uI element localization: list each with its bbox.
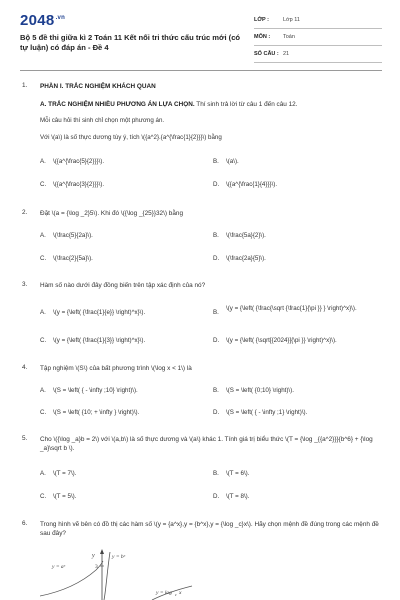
option-text: \(S = \left( { - \infty ;10} \right)\). (53, 387, 138, 394)
question-number: 4. (22, 364, 28, 371)
option-letter: A. (40, 470, 46, 477)
question-number: 3. (22, 281, 28, 288)
instruction-text: Mỗi câu hỏi thí sinh chỉ chọn một phương án. (40, 117, 165, 124)
meta-label: LỚP : (254, 17, 269, 23)
option-text: \(S = \left( {10; + \infty } \right)\). (53, 409, 140, 416)
label-log-x: x (179, 590, 182, 596)
y-axis-arrow (100, 549, 104, 554)
label-b-x: y = bˣ (112, 554, 126, 560)
option-letter: B. (213, 470, 219, 477)
option-text: \(y = {\left( {\sqrt[{2024}]{\pi }} \right)^x}\). (226, 337, 337, 344)
option-text: \(S = \left( {0;10} \right)\). (226, 387, 294, 394)
curve-b-x (104, 552, 110, 600)
section-a-heading (40, 100, 380, 109)
option-text: \(T = 8\). (226, 493, 250, 500)
option-letter: D. (213, 181, 220, 188)
option-text: \(T = 7\). (53, 470, 77, 477)
option-letter: C. (40, 255, 47, 262)
meta-table (254, 12, 382, 63)
option-letter: B. (213, 158, 219, 165)
function-graph (40, 548, 260, 600)
option-text: \(T = 5\). (53, 493, 77, 500)
header-divider (20, 70, 382, 71)
option-text: \(\frac{5}{2a}\). (53, 232, 93, 239)
logo-text: 2048 (20, 12, 55, 29)
option-text: \(T = 6\). (226, 470, 250, 477)
option-text: \(a\). (226, 158, 239, 165)
question-text: Đặt \(a = {\log _2}5\). Khi đó \({\log _{25}}32\) bằng (40, 210, 184, 217)
question-number: 1. (22, 82, 28, 89)
question-text: Hàm số nào dưới đây đồng biến trên tập xác định của nó? (40, 282, 206, 289)
label-log: y = log (156, 590, 172, 596)
meta-label: SỐ CÂU : (254, 51, 279, 57)
y-axis-label: y (92, 553, 95, 559)
option-text: \(\frac{2a}{5}\). (226, 255, 266, 262)
option-letter: A. (40, 158, 46, 165)
meta-row-subject (254, 29, 382, 46)
section-a-rest: Thí sinh trả lời từ câu 1 đến câu 12. (194, 101, 298, 108)
question-text: Trong hình vẽ bên có đồ thị các hàm số \(y = {a^x},y = {b^x},y = {\log _c}x\). Hãy chọn mệnh đề đúng trong các mệnh đề sau đây? (40, 521, 379, 537)
option-letter: D. (213, 255, 220, 262)
option-text: \(y = {\left( {\frac{1}{e}} \right)^x}\). (53, 309, 146, 316)
option-letter: D. (213, 337, 220, 344)
question-number: 6. (22, 520, 28, 527)
question-text: Với \(a\) là số thực dương tùy ý, tích \({a^2}.{a^{\frac{1}{2}}}\) bằng (40, 134, 222, 141)
label-a-x: y = aˣ (52, 564, 66, 570)
meta-label: MÔN : (254, 34, 271, 40)
y-tick-3: 3 (95, 564, 98, 570)
question-number: 5. (22, 435, 28, 442)
option-letter: B. (213, 232, 219, 239)
meta-value: Lớp 11 (283, 17, 300, 23)
option-letter: C. (40, 493, 47, 500)
option-letter: A. (40, 387, 46, 394)
meta-value: Toán (283, 34, 295, 40)
option-letter: B. (213, 387, 219, 394)
question-text: Cho \({\log _a}b = 2\) với \(a,b\) là số thực dương và \(a\) khác 1. Tính giá trị biểu thức \(T = {\log _{{a^2}}}{b^6} + {\log _a}\sqrt b \). (40, 436, 373, 452)
option-text: \(y = {\left( {\frac{1}{3}} \right)^x}\). (53, 337, 146, 344)
option-letter: C. (40, 409, 47, 416)
section-a-bold: A. TRẮC NGHIỆM NHIỀU PHƯƠNG ÁN LỰA CHỌN. (40, 101, 195, 108)
curve-a-x (40, 561, 103, 596)
option-text: \({a^{\frac{1}{4}}}\). (226, 181, 278, 188)
logo-suffix: .vn (55, 15, 66, 21)
question-number: 2. (22, 209, 28, 216)
option-text: \(\frac{5a}{2}\). (226, 232, 266, 239)
option-text: \(S = \left( { - \infty ;1} \right)\). (226, 409, 308, 416)
meta-row-class (254, 12, 382, 29)
option-text: \({a^{\frac{3}{2}}}\). (53, 181, 105, 188)
option-text: \(y = {\left( {\frac{\sqrt {\frac{1}{\pi }} } \right)^x}\). (226, 305, 357, 312)
option-text: \(\frac{2}{5a}\). (53, 255, 93, 262)
question-text: Tập nghiệm \(S\) của bất phương trình \(\log x < 1\) là (40, 365, 192, 372)
option-text: \({a^{\frac{5}{2}}}\). (53, 158, 105, 165)
option-letter: C. (40, 181, 47, 188)
document-header (0, 0, 400, 62)
option-letter: B. (213, 309, 219, 316)
option-letter: C. (40, 337, 47, 344)
option-letter: D. (213, 409, 220, 416)
document-title: Bộ 5 đề thi giữa kì 2 Toán 11 Kết nối tri thức cấu trúc mới (có tự luận) có đáp án - Đề 4 (20, 33, 241, 52)
option-letter: A. (40, 309, 46, 316)
part-title: PHẦN I. TRẮC NGHIỆM KHÁCH QUAN (40, 83, 156, 90)
option-letter: A. (40, 232, 46, 239)
meta-row-count (254, 46, 382, 63)
site-logo[interactable] (20, 12, 65, 29)
meta-value: 21 (283, 51, 290, 57)
label-log-sub: c (175, 592, 177, 597)
option-letter: D. (213, 493, 220, 500)
